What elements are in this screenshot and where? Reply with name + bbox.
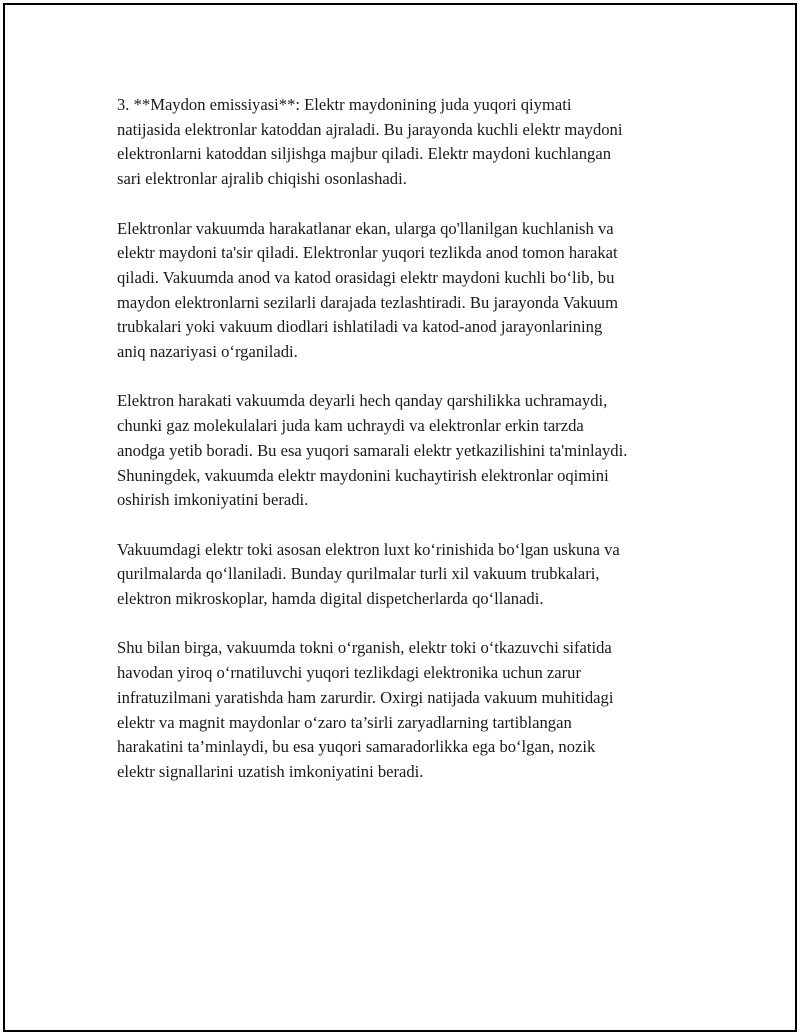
paragraph-no-resistance: Elektron harakati vakuumda deyarli hech qanday qarshilikka uchramaydi, chunki gaz molekulalari juda kam uchraydi va elektronlar erkin tarzda anodga yetib boradi. Bu esa yuqori samarali elektr yetkazilishini ta'minlaydi. Shuningdek, vakuumda elektr maydonini kuchaytirish elektronlar oqimini oshirish imkoniyatini beradi.	[117, 391, 628, 510]
paragraph-conclusion: Shu bilan birga, vakuumda tokni o‘rganish, elektr toki o‘tkazuvchi sifatida havodan yiroq o‘rnatiluvchi yuqori tezlikdagi elektronika uchun zarur infratuzilmani yaratishda ham zarurdir. Oxirgi natijada vakuum muhitidagi elektr va magnit maydonlar o‘zaro ta’sirli zaryadlarning tartiblangan harakatini ta’minlaydi, bu esa yuqori samaradorlikka ega bo‘lgan, nozik elektr signallarini uzatish imkoniyatini beradi.	[117, 638, 614, 781]
document-body	[117, 93, 697, 809]
paragraph-electron-motion: Elektronlar vakuumda harakatlanar ekan, ularga qo'llanilgan kuchlanish va elektr maydoni ta'sir qiladi. Elektronlar yuqori tezlikda anod tomon harakat qiladi. Vakuumda anod va katod orasidagi elektr maydoni kuchli bo‘lib, bu maydon elektronlarni sezilarli darajada tezlashtiradi. Bu jarayonda Vakuum trubkalari yoki vakuum diodlari ishlatiladi va katod-anod jarayonlarining aniq nazariyasi o‘rganiladi.	[117, 218, 619, 362]
paragraph-field-emission: 3. **Maydon emissiyasi**: Elektr maydonining juda yuqori qiymati natijasida elektronlar katoddan ajraladi. Bu jarayonda kuchli elektr maydoni elektronlarni katoddan siljishga majbur qiladi. Elektr maydoni kuchlangan sari elektronlar ajralib chiqishi osonlashadi.	[117, 95, 623, 189]
paragraph-applications: Vakuumdagi elektr toki asosan elektron luxt ko‘rinishida bo‘lgan uskuna va qurilmalarda qo‘llaniladi. Bunday qurilmalar turli xil vakuum trubkalari, elektron mikroskoplar, hamda digital dispetcherlarda qo‘llanadi.	[117, 539, 620, 609]
